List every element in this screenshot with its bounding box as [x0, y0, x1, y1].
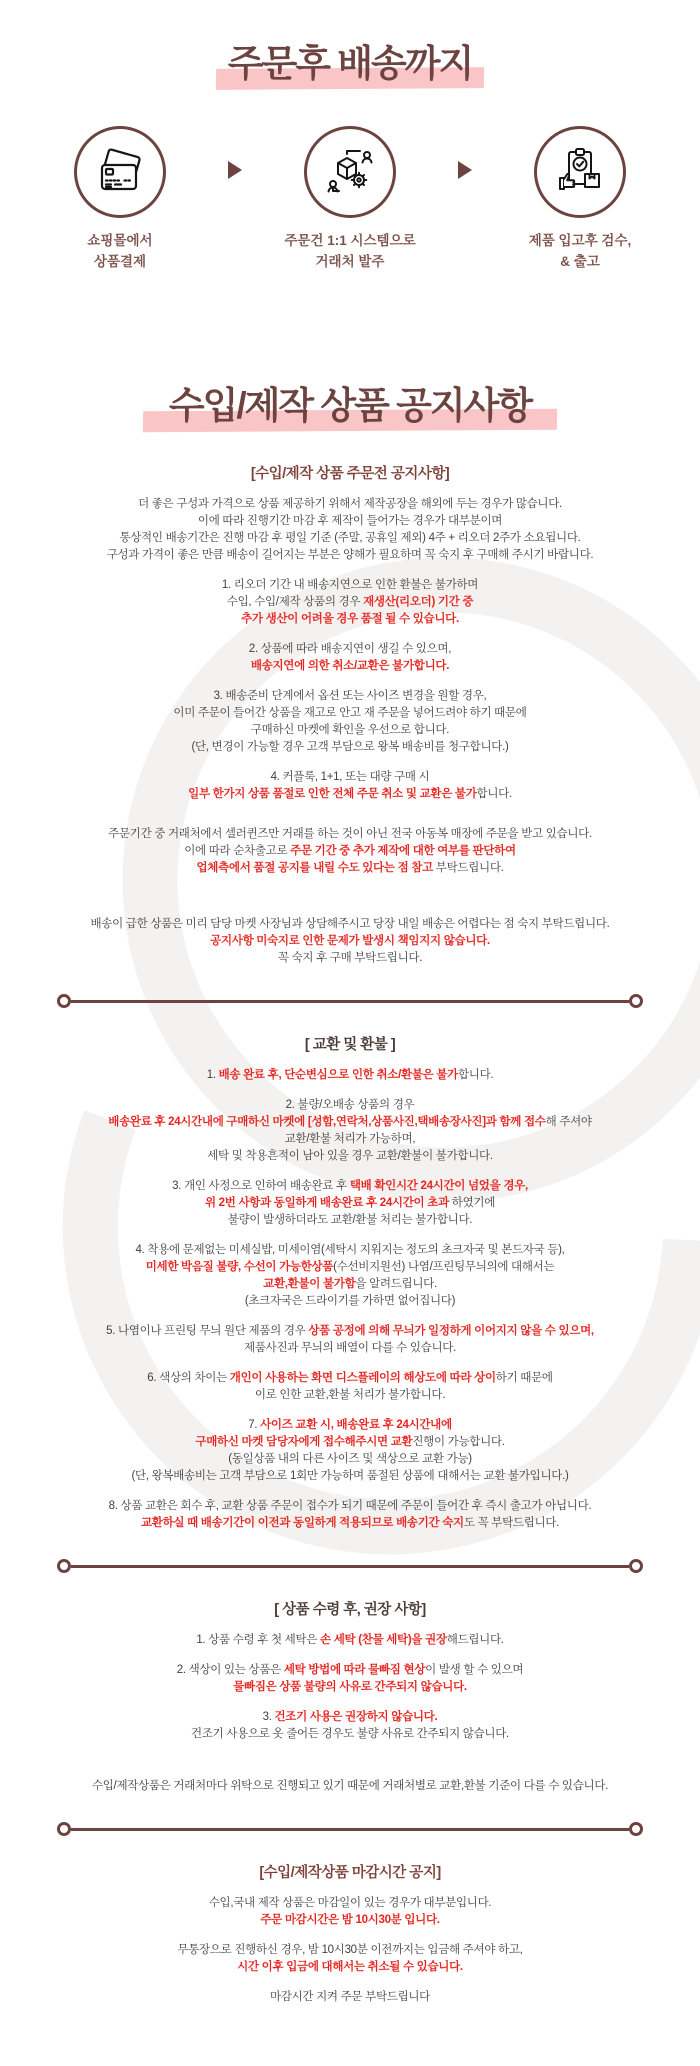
- notice-text: 1. 리오더 기간 내 배송지연으로 인한 환불은 불가하며: [221, 579, 479, 592]
- arrow-right-icon: [458, 161, 472, 179]
- section-heading: [ 상품 수령 후, 권장 사항]: [274, 1602, 426, 1619]
- notice-text: 1. 상품 수령 후 첫 세탁은: [196, 1634, 320, 1647]
- notice-text: 6. 색상의 차이는: [147, 1372, 230, 1385]
- notice-text: 진행이 가능합니다.: [412, 1436, 505, 1449]
- step-payment-label-line1: 쇼핑몰에서: [87, 233, 153, 249]
- notice-text: (동일상품 내의 다른 사이즈 및 색상으로 교환 가능): [228, 1453, 472, 1466]
- notice-text: 교환/환불 처리가 가능하며,: [284, 1133, 416, 1146]
- notice-paragraph: [0, 1632, 700, 1649]
- notice-text: 세탁 및 착용흔적이 남아 있을 경우 교환/환불이 불가합니다.: [207, 1150, 493, 1163]
- notice-text-emphasis: 건조기 사용은 권장하지 않습니다.: [274, 1711, 438, 1724]
- notice-paragraph: [0, 1242, 700, 1310]
- notice-text-emphasis: 구매하신 마켓 담당자에게 접수해주시면 교환: [195, 1436, 413, 1449]
- step-inspection-label-line1: 제품 입고후 검수,: [528, 233, 632, 249]
- notice-paragraph: [0, 641, 700, 675]
- notice-text: 하였기에: [451, 1197, 496, 1210]
- notice-text-emphasis: 상품 공정에 의해 무늬가 일정하게 이어지지 않을 수 있으며,: [308, 1325, 594, 1338]
- step-order-system-label-line2: 거래처 발주: [315, 253, 385, 269]
- notice-text: 건조기 사용으로 옷 줄어든 경우도 불량 사유로 간주되지 않습니다.: [191, 1728, 509, 1741]
- notice-text: 4. 커플룩, 1+1, 또는 대량 구매 시: [270, 771, 430, 784]
- notice-text: 구매하신 마켓에 확인을 우선으로 합니다.: [250, 724, 450, 737]
- notice-text-emphasis: 주문 기간 중 추가 제작에 대한 여부를 판단하여: [290, 845, 516, 858]
- notice-paragraph: [0, 1942, 700, 1976]
- notice-text: 제품사진과 무늬의 배열이 다를 수 있습니다.: [244, 1342, 456, 1355]
- notice-text: 4. 착용에 문제없는 미세실밥, 미세이염(세탁시 지워지는 정도의 초크자국 및 본드자국 등),: [135, 1244, 565, 1257]
- step-order-system-label-line1: 주문건 1:1 시스템으로: [284, 233, 416, 249]
- notice-text: 2. 불량/오배송 상품의 경우: [285, 1099, 415, 1112]
- notice-text-emphasis: 교환하실 때 배송기간이 이전과 동일하게 적용되므로 배송기간 숙지: [140, 1517, 464, 1530]
- order-process-steps: [0, 126, 700, 272]
- notice-paragraph: [0, 1989, 700, 2006]
- notice-text-emphasis: 배송완료 후 24시간내에 구매하신 마켓에 [성함,연락처,상품사진,택배송장사진]과 함께 접수: [108, 1116, 546, 1129]
- divider-ring: [57, 994, 71, 1008]
- credit-card-icon: [94, 146, 146, 198]
- notice-text: 해 주셔야: [545, 1116, 592, 1129]
- notice-text-emphasis: 택배 확인시간 24시간이 넘었을 경우,: [349, 1180, 528, 1193]
- notice-title-text: 수입/제작 상품 공지사항: [168, 384, 532, 426]
- notice-text: 이에 따라 순차출고로: [184, 845, 291, 858]
- notice-title: [169, 384, 531, 428]
- notice-paragraph: [0, 1498, 700, 1532]
- notice-text: 수입/제작상품은 거래처마다 위탁으로 진행되고 있기 때문에 거래처별로 교환,환불 기준이 다를 수 있습니다.: [91, 1780, 609, 1793]
- inspection-shipping-icon: [554, 146, 606, 198]
- step-inspection-circle: [534, 126, 626, 218]
- notice-paragraph: [0, 577, 700, 628]
- divider-line: [71, 1000, 629, 1003]
- page-title-text: 주문후 배송까지: [227, 43, 473, 84]
- notice-text: 3. 배송준비 단계에서 옵션 또는 사이즈 변경을 원할 경우,: [213, 690, 487, 703]
- notice-text: 8. 상품 교환은 회수 후, 교환 상품 주문이 접수가 되기 때문에 주문이 들어간 후 즉시 출고가 아닙니다.: [108, 1500, 592, 1513]
- notice-text: 이로 인한 교환,환불 처리가 불가합니다.: [254, 1389, 446, 1402]
- notice-text: 배송이 급한 상품은 미리 담당 마켓 사장님과 상담해주시고 당장 내일 배송은 어렵다는 점 숙지 부탁드립니다.: [90, 918, 610, 931]
- notice-text: 마감시간 지켜 주문 부탁드립니다: [269, 1991, 430, 2004]
- notice-text: 2. 상품에 따라 배송지연이 생길 수 있으며,: [248, 643, 452, 656]
- notice-text-emphasis: 개인이 사용하는 화면 디스플레이의 해상도에 따라 상이: [229, 1372, 496, 1385]
- notice-paragraph: [0, 688, 700, 756]
- section-divider: [57, 1559, 643, 1573]
- notice-paragraph: [0, 826, 700, 877]
- notice-text: 부탁드립니다.: [435, 862, 504, 875]
- notice-text: 3. 개인 사정으로 인하여 배송완료 후: [172, 1180, 350, 1193]
- section-heading: [수입/제작 상품 주문전 공지사항]: [250, 466, 450, 483]
- notice-text-emphasis: 사이즈 교환 시, 배송완료 후 24시간내에: [260, 1419, 452, 1432]
- notice-text: 주문기간 중 거래처에서 셀러퀸즈만 거래를 하는 것이 아닌 전국 아동복 매장에 주문을 받고 있습니다.: [108, 828, 592, 841]
- notice-text: 2. 색상이 있는 상품은: [176, 1664, 284, 1677]
- notice-text-emphasis: 업체측에서 품절 공지를 내릴 수도 있다는 점 참고: [196, 862, 436, 875]
- notice-paragraph: [0, 1067, 700, 1084]
- notice-text: 도 꼭 부탁드립니다.: [463, 1517, 560, 1530]
- notice-text: 7.: [248, 1419, 261, 1432]
- notice-text: (단, 변경이 가능할 경우 고객 부담으로 왕복 배송비를 청구합니다.): [191, 741, 509, 754]
- step-inspection-label-line2: & 출고: [560, 253, 600, 269]
- notice-text-emphasis: 공지사항 미숙지로 인한 문제가 발생시 책임지지 않습니다.: [210, 935, 490, 948]
- notice-text-emphasis: 손 세탁 (찬물 세탁)을 권장: [319, 1634, 447, 1647]
- step-order-system: [266, 126, 434, 272]
- notice-paragraph: [0, 1662, 700, 1696]
- step-payment-circle: [74, 126, 166, 218]
- notice-text: 수입,국내 제작 상품은 마감일이 있는 경우가 대부분입니다.: [208, 1897, 492, 1910]
- notice-text-emphasis: 교환,환불이 불가함: [263, 1278, 356, 1291]
- arrow-right-icon: [228, 161, 242, 179]
- section-heading: [ 교환 및 환불 ]: [304, 1037, 396, 1054]
- notice-text: 수입, 수입/제작 상품의 경우: [226, 596, 364, 609]
- notice-sections: [0, 462, 700, 2006]
- notice-paragraph: [0, 1778, 700, 1795]
- notice-text: 1.: [206, 1069, 219, 1082]
- step-payment-label-line2: 상품결제: [93, 253, 147, 269]
- notice-text: 5. 나염이나 프린팅 무늬 원단 제품의 경우: [106, 1325, 309, 1338]
- notice-paragraph: [0, 1323, 700, 1357]
- step-payment: [36, 126, 204, 272]
- notice-text: 해드립니다.: [446, 1634, 504, 1647]
- notice-text: (수선비지원선) 나염/프린팅무늬의에 대해서는: [333, 1261, 555, 1274]
- notice-paragraph: [0, 769, 700, 803]
- notice-header: [0, 384, 700, 428]
- divider-ring: [57, 1559, 71, 1573]
- notice-paragraph: [0, 1417, 700, 1485]
- notice-text: 더 좋은 구성과 가격으로 상품 제공하기 위해서 제작공장을 해외에 두는 경우가 많습니다.: [138, 498, 562, 511]
- notice-text: 이미 주문이 들어간 상품을 재고로 안고 재 주문을 넣어드려야 하기 때문에: [173, 707, 527, 720]
- page-header: [0, 42, 700, 86]
- notice-paragraph: [0, 916, 700, 967]
- notice-text-emphasis: 시간 이후 입금에 대해서는 취소될 수 있습니다.: [237, 1961, 463, 1974]
- divider-ring: [629, 1822, 643, 1836]
- notice-text-emphasis: 재생산(리오더) 기간 중: [363, 596, 474, 609]
- step-order-system-circle: [304, 126, 396, 218]
- notice-text-emphasis: 주문 마감시간은 밤 10시30분 입니다.: [260, 1914, 440, 1927]
- notice-text: (단, 왕복배송비는 고객 부담으로 1회만 가능하며 품절된 상품에 대해서는 교환 불가입니다.): [131, 1470, 569, 1483]
- page-title: [228, 42, 472, 86]
- divider-ring: [57, 1822, 71, 1836]
- notice-text-emphasis: 세탁 방법에 따라 물빠짐 현상: [283, 1664, 426, 1677]
- notice-paragraph: [0, 496, 700, 564]
- notice-text: 합니다.: [476, 788, 512, 801]
- divider-ring: [629, 994, 643, 1008]
- notice-text: 합니다.: [457, 1069, 494, 1082]
- notice-text: (초크자국은 드라이기를 가하면 없어집니다): [244, 1295, 456, 1308]
- divider-line: [71, 1828, 629, 1831]
- notice-text: 통상적인 배송기간은 진행 마감 후 평일 기준 (주말, 공휴일 제외) 4주 + 리오더 2주가 소요됩니다.: [119, 532, 581, 545]
- notice-text-emphasis: 추가 생산이 어려울 경우 품절 될 수 있습니다.: [241, 613, 459, 626]
- notice-paragraph: [0, 1178, 700, 1229]
- notice-text: 3.: [262, 1711, 275, 1724]
- notice-text-emphasis: 배송지연에 의한 취소/교환은 불가합니다.: [250, 660, 450, 673]
- step-inspection: [496, 126, 664, 272]
- notice-paragraph: [0, 1895, 700, 1929]
- divider-ring: [629, 1559, 643, 1573]
- step-order-system-label: [284, 231, 415, 272]
- step-inspection-label: [529, 231, 632, 272]
- notice-paragraph: [0, 1709, 700, 1743]
- notice-text: 구성과 가격이 좋은 만큼 배송이 길어지는 부분은 양해가 필요하며 꼭 숙지 후 구매해 주시기 바랍니다.: [106, 549, 594, 562]
- notice-text: 불량이 발생하더라도 교환/환불 처리는 불가합니다.: [227, 1214, 473, 1227]
- order-system-icon: [324, 146, 376, 198]
- notice-text-emphasis: 배송 완료 후, 단순변심으로 인한 취소/환불은 불가: [218, 1069, 458, 1082]
- notice-text: 꼭 숙지 후 구매 부탁드립니다.: [277, 952, 423, 965]
- notice-text-emphasis: 일부 한가지 상품 품절로 인한 전체 주문 취소 및 교환은 불가: [188, 788, 477, 801]
- notice-text: 하기 때문에: [495, 1372, 553, 1385]
- notice-paragraph: [0, 1097, 700, 1165]
- notice-text-emphasis: 위 2번 사항과 동일하게 배송완료 후 24시간이 초과: [204, 1197, 452, 1210]
- step-payment-label: [87, 231, 152, 272]
- notice-text: 이에 따라 진행기간 마감 후 제작이 들어가는 경우가 대부분이며: [197, 515, 503, 528]
- notice-text: 이 발생 할 수 있으며: [425, 1664, 524, 1677]
- notice-text-emphasis: 물빠짐은 상품 불량의 사유로 간주되지 않습니다.: [233, 1681, 467, 1694]
- section-divider: [57, 1822, 643, 1836]
- section-divider: [57, 994, 643, 1008]
- notice-paragraph: [0, 1370, 700, 1404]
- notice-text: 을 알려드립니다.: [355, 1278, 437, 1291]
- divider-line: [71, 1565, 629, 1568]
- section-heading: [수입/제작상품 마감시간 공지]: [259, 1865, 441, 1882]
- notice-text: 무통장으로 진행하신 경우, 밤 10시30분 이전까지는 입금해 주셔야 하고,: [177, 1944, 523, 1957]
- notice-text-emphasis: 미세한 박음질 불량, 수선이 가능한상품: [145, 1261, 334, 1274]
